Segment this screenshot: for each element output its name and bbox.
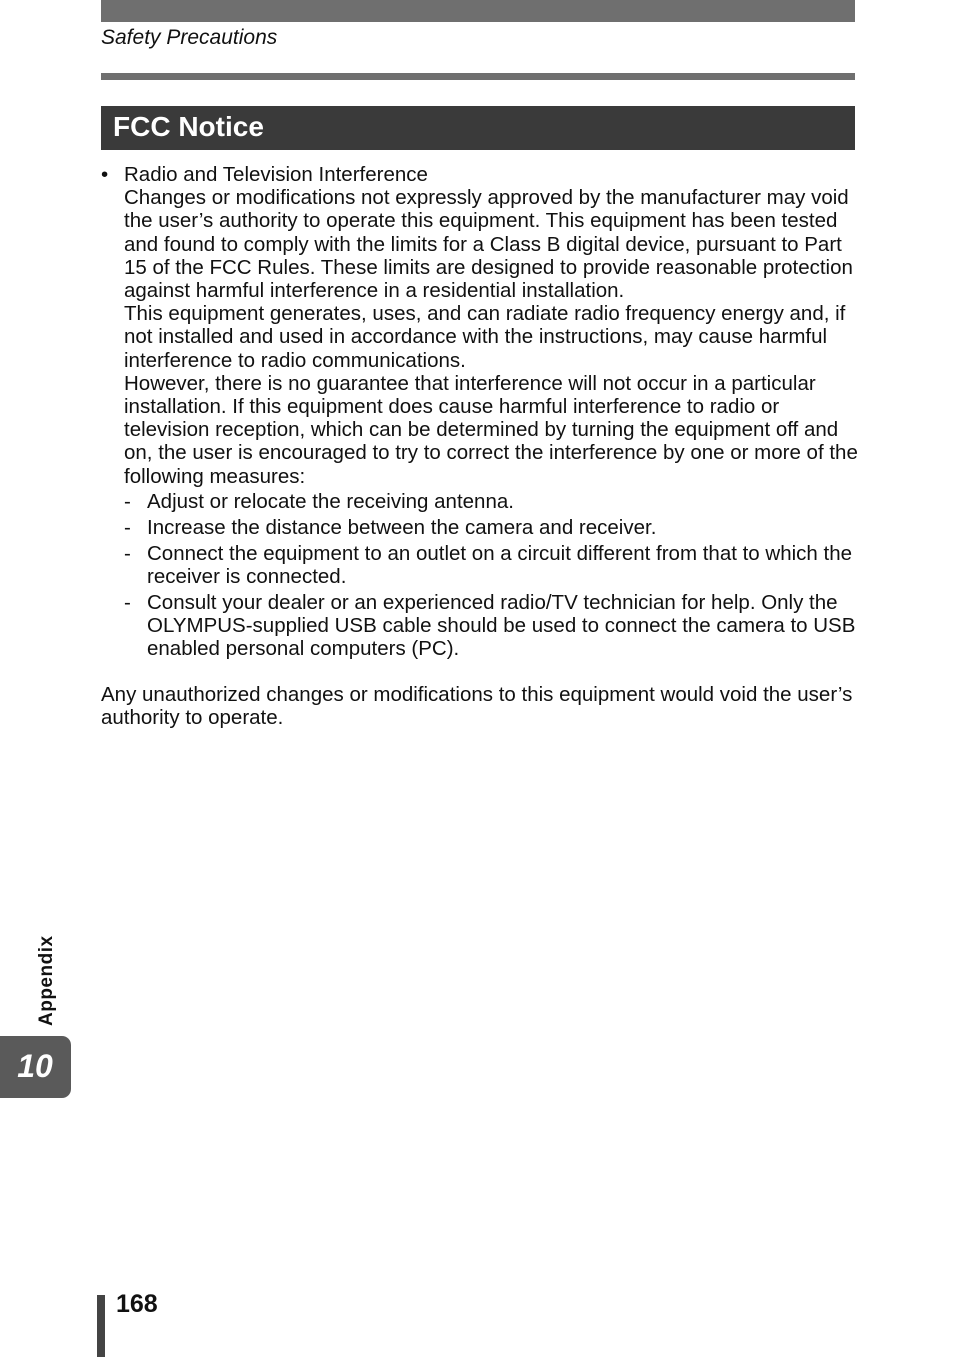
dash-marker: - xyxy=(124,490,131,514)
dash-marker: - xyxy=(124,591,131,615)
header-rule xyxy=(101,73,855,80)
list-item-text: Consult your dealer or an experienced radio/TV technician for help. Only the OLYMPUS-supplied USB cable should be used to connect the camera to USB enabled personal computers (PC). xyxy=(147,591,856,661)
body-text xyxy=(101,163,861,729)
running-header-title: Safety Precautions xyxy=(101,26,278,49)
footer-bar xyxy=(97,1295,105,1357)
page-number: 168 xyxy=(116,1290,158,1318)
list-item xyxy=(101,516,861,539)
list-item-text: Adjust or relocate the receiving antenna. xyxy=(147,490,514,514)
list-item xyxy=(101,591,861,661)
bullet-marker: • xyxy=(101,163,109,186)
bullet-heading: Radio and Television Interference xyxy=(124,163,428,186)
top-header-bar xyxy=(101,0,855,22)
paragraph: Changes or modifications not expressly approved by the manufacturer may void the user’s authority to operate this equipment. This equipment has been tested and found to comply with the limits for a Class B digital device, pursuant to Part 15 of the FCC Rules. These limits are designed to provide reasonable protection against harmful interference in a residential installation. xyxy=(124,186,853,303)
dash-marker: - xyxy=(124,542,131,566)
list-item xyxy=(101,490,861,513)
dash-marker: - xyxy=(124,516,131,540)
chapter-number: 10 xyxy=(17,1048,53,1084)
section-banner xyxy=(101,106,855,150)
list-item-text: Increase the distance between the camera and receiver. xyxy=(147,516,657,540)
measures-list xyxy=(101,490,861,660)
paragraph: However, there is no guarantee that interference will not occur in a particular installation. If this equipment does cause harmful interference to radio or television reception, which can be determined by turning the equipment off and on, the user is encouraged to try to correct the interference by one or more of the following measures: xyxy=(124,371,858,488)
section-title: FCC Notice xyxy=(113,111,264,142)
paragraph: This equipment generates, uses, and can radiate radio frequency energy and, if not installed and used in accordance with the instructions, may cause harmful interference to radio communications. xyxy=(124,302,846,372)
closing-paragraph: Any unauthorized changes or modifications to this equipment would void the user’s authority to operate. xyxy=(101,682,853,729)
chapter-tab xyxy=(0,1036,71,1098)
side-tab-label: Appendix xyxy=(36,935,57,1026)
bullet-item xyxy=(101,163,861,488)
list-item xyxy=(101,542,861,588)
list-item-text: Connect the equipment to an outlet on a circuit different from that to which the receiver is connected. xyxy=(147,542,853,589)
